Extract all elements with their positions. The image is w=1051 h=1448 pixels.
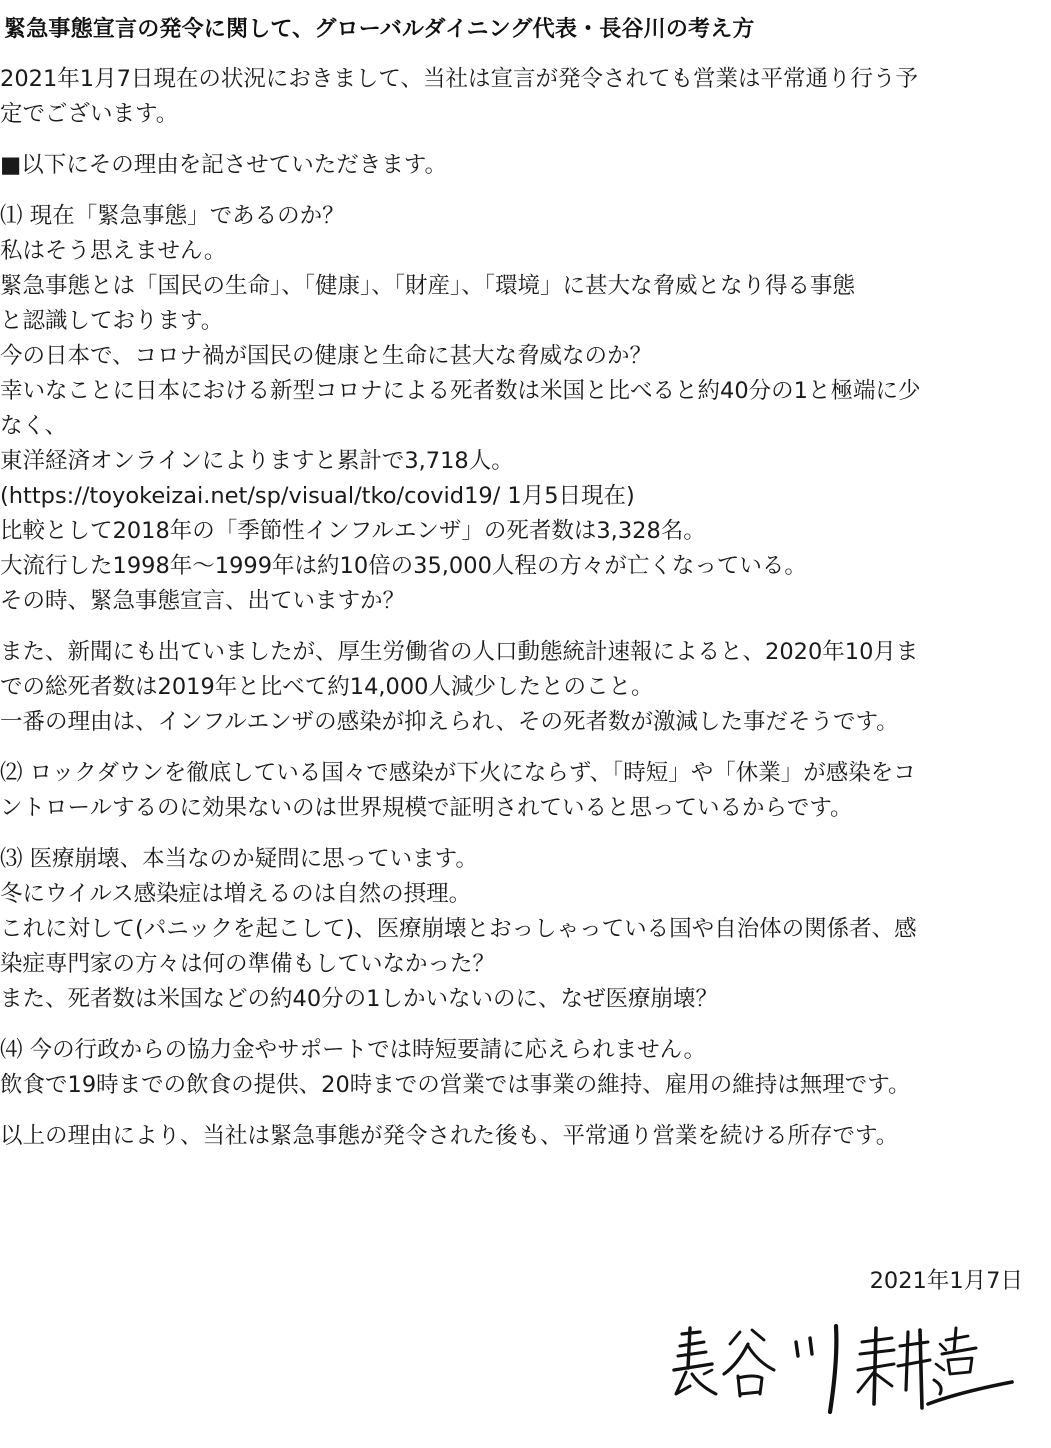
text-line: また、新聞にも出ていましたが、厚生労働省の人口動態統計速報によると、2020年10月ま xyxy=(0,639,919,665)
text-line: 東洋経済オンラインによりますと累計で3,718人。 xyxy=(0,448,514,474)
text-line: 定でございます。 xyxy=(0,101,179,127)
text-line: 冬にウイルス感染症は増えるのは自然の摂理。 xyxy=(0,881,472,907)
text-line: ⑶ 医療崩壊、本当なのか疑問に思っています。 xyxy=(0,846,478,872)
paragraph xyxy=(0,199,1045,619)
paragraph xyxy=(0,756,1045,826)
text-line: と認識しております。 xyxy=(0,308,224,334)
paragraph xyxy=(0,62,1045,132)
text-line: (https://toyokeizai.net/sp/visual/tko/covid19/ 1月5日現在) xyxy=(0,483,635,509)
text-line: ⑵ ロックダウンを徹底している国々で感染が下火にならず、「時短」や「休業」が感染をコ xyxy=(0,760,916,786)
paragraph xyxy=(0,842,1045,1017)
text-line: なく、 xyxy=(0,413,68,439)
text-line: ⑴ 現在「緊急事態」であるのか？ xyxy=(0,203,345,229)
text-line: これに対して(パニックを起こして)、医療崩壊とおっしゃっている国や自治体の関係者、感 xyxy=(0,916,917,942)
text-line: 飲食で19時までの飲食の提供、20時までの営業では事業の維持、雇用の維持は無理です。 xyxy=(0,1072,911,1098)
paragraph xyxy=(0,1119,1045,1154)
text-line: 大流行した1998年〜1999年は約10倍の35,000人程の方々が亡くなっている。 xyxy=(0,553,807,579)
text-line: ■以下にその理由を記させていただきます。 xyxy=(0,152,447,178)
paragraph xyxy=(0,635,1045,740)
text-line: ⑷ 今の行政からの協力金やサポートでは時短要請に応えられません。 xyxy=(0,1037,707,1063)
document-date: 2021年1月7日 xyxy=(869,1268,1023,1294)
signature-image xyxy=(660,1320,1015,1420)
text-line: その時、緊急事態宣言、出ていますか？ xyxy=(0,588,406,614)
text-line: 緊急事態とは「国民の生命」、「健康」、「財産」、「環境」に甚大な脅威となり得る事態 xyxy=(0,273,856,299)
text-line: 比較として2018年の「季節性インフルエンザ」の死者数は3,328名。 xyxy=(0,518,706,544)
document-title: 緊急事態宣言の発令に関して、グローバルダイニング代表・長谷川の考え方 xyxy=(4,17,755,42)
paragraph xyxy=(0,1033,1045,1103)
text-line: 以上の理由により、当社は緊急事態が発令された後も、平常通り営業を続ける所存です。 xyxy=(0,1123,899,1149)
text-line: 2021年1月7日現在の状況におきまして、当社は宣言が発令されても営業は平常通り行う予 xyxy=(0,66,918,92)
paragraph xyxy=(0,148,1045,183)
text-line: 今の日本で、コロナ禍が国民の健康と生命に甚大な脅威なのか？ xyxy=(0,343,653,369)
text-line: 私はそう思えません。 xyxy=(0,238,227,264)
text-line: 幸いなことに日本における新型コロナによる死者数は米国と比べると約40分の1と極端に少 xyxy=(0,378,921,404)
document-body xyxy=(0,62,1045,1170)
text-line: また、死者数は米国などの約40分の1しかいないのに、なぜ医療崩壊？ xyxy=(0,986,718,1012)
text-line: 一番の理由は、インフルエンザの感染が抑えられ、その死者数が激減した事だそうです。 xyxy=(0,709,899,735)
text-line: ントロールするのに効果ないのは世界規模で証明されていると思っているからです。 xyxy=(0,795,853,821)
text-line: での総死者数は2019年と比べて約14,000人減少したとのこと。 xyxy=(0,674,654,700)
text-line: 染症専門家の方々は何の準備もしていなかった？ xyxy=(0,951,496,977)
